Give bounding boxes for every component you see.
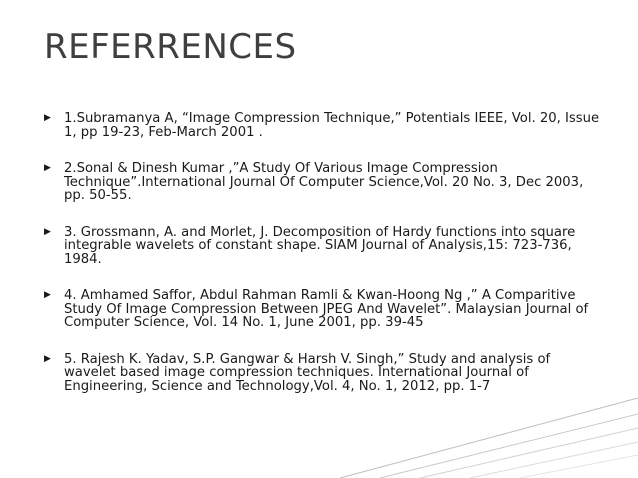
reference-item-2 [44, 162, 604, 203]
reference-list [44, 112, 604, 416]
triangle-right-icon: ▶ [44, 226, 51, 237]
reference-text: 4. Amhamed Saffor, Abdul Rahman Ramli & Kwan-Hoong Ng ,” A Comparitive Study Of Image Compression Between JPEG And Wavelet”. Malaysian Journal of Computer Science, Vol. 14 No. 1, June 2001, pp. 39-45 [64, 288, 589, 330]
reference-item-3 [44, 226, 604, 267]
reference-text: 3. Grossmann, A. and Morlet, J. Decomposition of Hardy functions into square integrable wavelets of constant shape. SIAM Journal of Analysis,15: 723-736, 1984. [64, 224, 576, 267]
reference-item-4 [44, 289, 604, 330]
triangle-right-icon: ▶ [44, 290, 51, 300]
triangle-right-icon: ▶ [44, 113, 51, 123]
slide-title: REFERRENCES [44, 27, 297, 67]
triangle-right-icon: ▶ [44, 163, 51, 173]
reference-text: 2.Sonal & Dinesh Kumar ,”A Study Of Various Image Compression Technique”.International Journal Of Computer Science,Vol. 20 No. 3, Dec 2003, pp. 50-55. [64, 161, 584, 203]
reference-text: 5. Rajesh K. Yadav, S.P. Gangwar & Harsh V. Singh,” Study and analysis of wavelet based image compression techniques. International Journal of Engineering, Science and Technology,Vol. 4, No. 1, 2012, pp. 1-7 [64, 351, 551, 394]
reference-text: 1.Subramanya A, “Image Compression Technique,” Potentials IEEE, Vol. 20, Issue 1, pp 19-23, Feb-March 2001 . [64, 111, 600, 140]
reference-item-1 [44, 112, 604, 139]
triangle-right-icon: ▶ [44, 353, 51, 364]
reference-item-5 [44, 353, 604, 394]
